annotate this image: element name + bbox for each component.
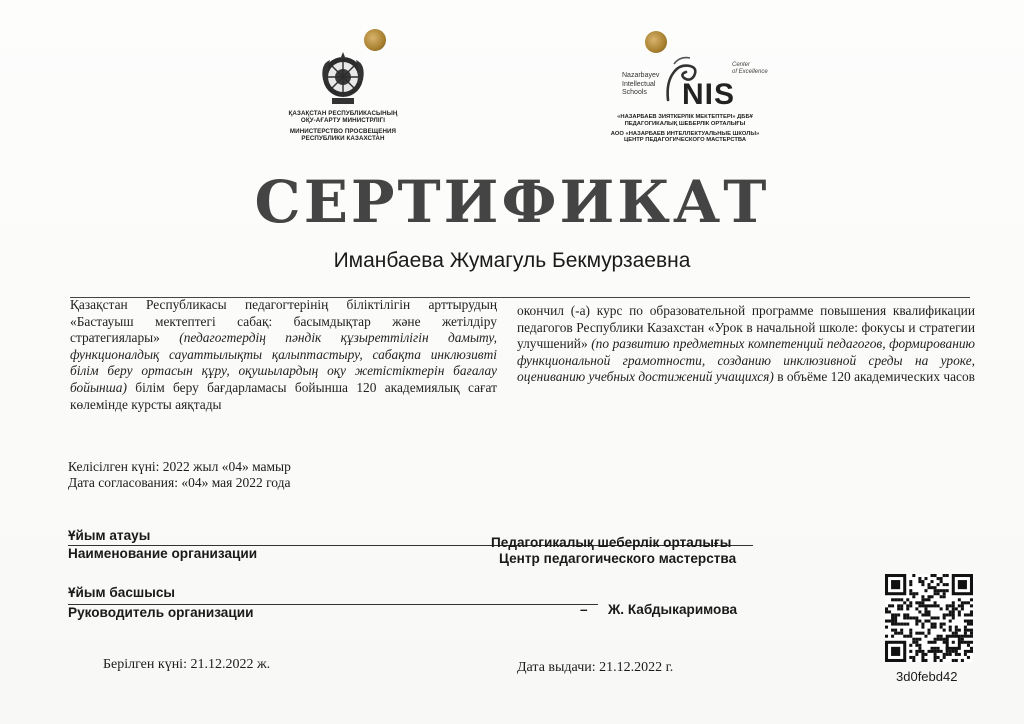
org-value-ru: Центр педагогического мастерства <box>499 551 737 566</box>
ministry-name-ru <box>280 128 406 142</box>
approval-date-kz: Келісілген күні: 2022 жыл «04» мамыр <box>68 459 291 474</box>
nis-center-of-excellence <box>732 62 768 75</box>
body-ru-part-2: в объёме 120 академических часов <box>773 369 975 385</box>
body-text-kz <box>70 297 497 413</box>
issue-date-ru: Дата выдачи: 21.12.2022 г. <box>517 660 674 675</box>
punch-hole-right <box>645 31 667 53</box>
nis-small-line-3: Schools <box>622 89 647 96</box>
nis-kz-line-1: «НАЗАРБАЕВ ЗИЯТКЕРЛІК МЕКТЕПТЕРІ» ДББҰ <box>617 114 753 120</box>
nis-name-ru <box>600 131 770 145</box>
head-value: Ж. Кабдыкаримова <box>608 602 738 617</box>
body-kz-italic: (педагогтердің пәндік құзыреттілігін дамыту, функционалдық сауаттылықты қалыптастыру, сабақта инклюзивті білім беру ортасын құру, оқушылардың оқу жетістіктерін бағалау бойынша) <box>70 330 497 395</box>
nis-coe-line-1: Center <box>732 62 751 68</box>
nis-ru-line-1: АОО «НАЗАРБАЕВ ИНТЕЛЛЕКТУАЛЬНЫЕ ШКОЛЫ» <box>610 130 760 137</box>
nis-logo <box>600 52 770 114</box>
body-ru-italic: (по развитию предметных компетенций педагогов, формированию функциональной грамотности, созданию инклюзивной среды на уроке, оцениванию учебных достижений учащихся) <box>517 336 976 385</box>
certificate-title: СЕРТИФИКАТ <box>254 168 770 236</box>
ministry-kz-line-2: ОҚУ-АҒАРТУ МИНИСТРЛІГІ <box>300 117 386 124</box>
body-kz-part-1: Қазақстан Республикасы педагогтерінің біліктілігін арттырудың «Бастауыш мектептегі сабақ: басымдықтар және жетілдіру стратегиялары» <box>70 297 497 346</box>
nis-kz-line-2: ПЕДАГОГИКАЛЫҚ ШЕБЕРЛІК ОРТАЛЫҒЫ <box>624 120 746 127</box>
org-value-kz: Педагогикалық шеберлік орталығы <box>491 535 732 550</box>
body-ru-part-1: окончил (-а) курс по образовательной программе повышения квалификации педагогов Республики Казахстан «Урок в начальной школе: фокусы и стратегии улучшений» <box>517 303 975 352</box>
punch-hole-left <box>364 29 386 51</box>
body-kz-part-2: білім беру бағдарламасы бойынша 120 академиялық сағат көлемінде курсты аяқтады <box>70 379 497 412</box>
qr-code-icon <box>885 574 973 662</box>
approval-date-ru: Дата согласования: «04» мая 2022 года <box>68 475 291 490</box>
head-label-ru: Руководитель организации <box>68 605 254 620</box>
issue-date-kz: Берілген күні: 21.12.2022 ж. <box>103 657 271 672</box>
recipient-name: Иманбаева Жумагуль Бекмурзаевна <box>333 249 691 272</box>
ministry-ru-line-2: РЕСПУБЛИКИ КАЗАХСТАН <box>301 135 385 142</box>
head-dash: – <box>580 602 588 617</box>
nis-small-line-1: Nazarbayev <box>622 72 660 79</box>
org-label-ru: Наименование организации <box>68 546 258 561</box>
org-label-kz: Ұйым атауы <box>68 528 151 543</box>
nis-ru-line-2: ЦЕНТР ПЕДАГОГИЧЕСКОГО МАСТЕРСТВА <box>623 137 747 144</box>
ministry-ru-line-1: МИНИСТЕРСТВО ПРОСВЕЩЕНИЯ <box>289 128 397 135</box>
nis-small-line-2: Intellectual <box>622 80 656 88</box>
state-emblem-icon <box>320 50 366 108</box>
qr-code-text: 3d0febd42 <box>896 669 958 684</box>
nis-school-name <box>622 72 659 98</box>
nis-letters: NIS <box>682 78 736 111</box>
body-text-ru <box>517 303 975 386</box>
head-label-kz: Ұйым басшысы <box>68 585 175 600</box>
nis-coe-line-2: of Excellence <box>732 68 768 75</box>
ministry-kz-line-1: ҚАЗАҚСТАН РЕСПУБЛИКАСЫНЫҢ <box>288 110 398 117</box>
ministry-name-kz <box>280 110 406 124</box>
ministry-block <box>280 50 406 142</box>
nis-name-kz <box>600 114 770 128</box>
nis-block <box>600 52 770 144</box>
